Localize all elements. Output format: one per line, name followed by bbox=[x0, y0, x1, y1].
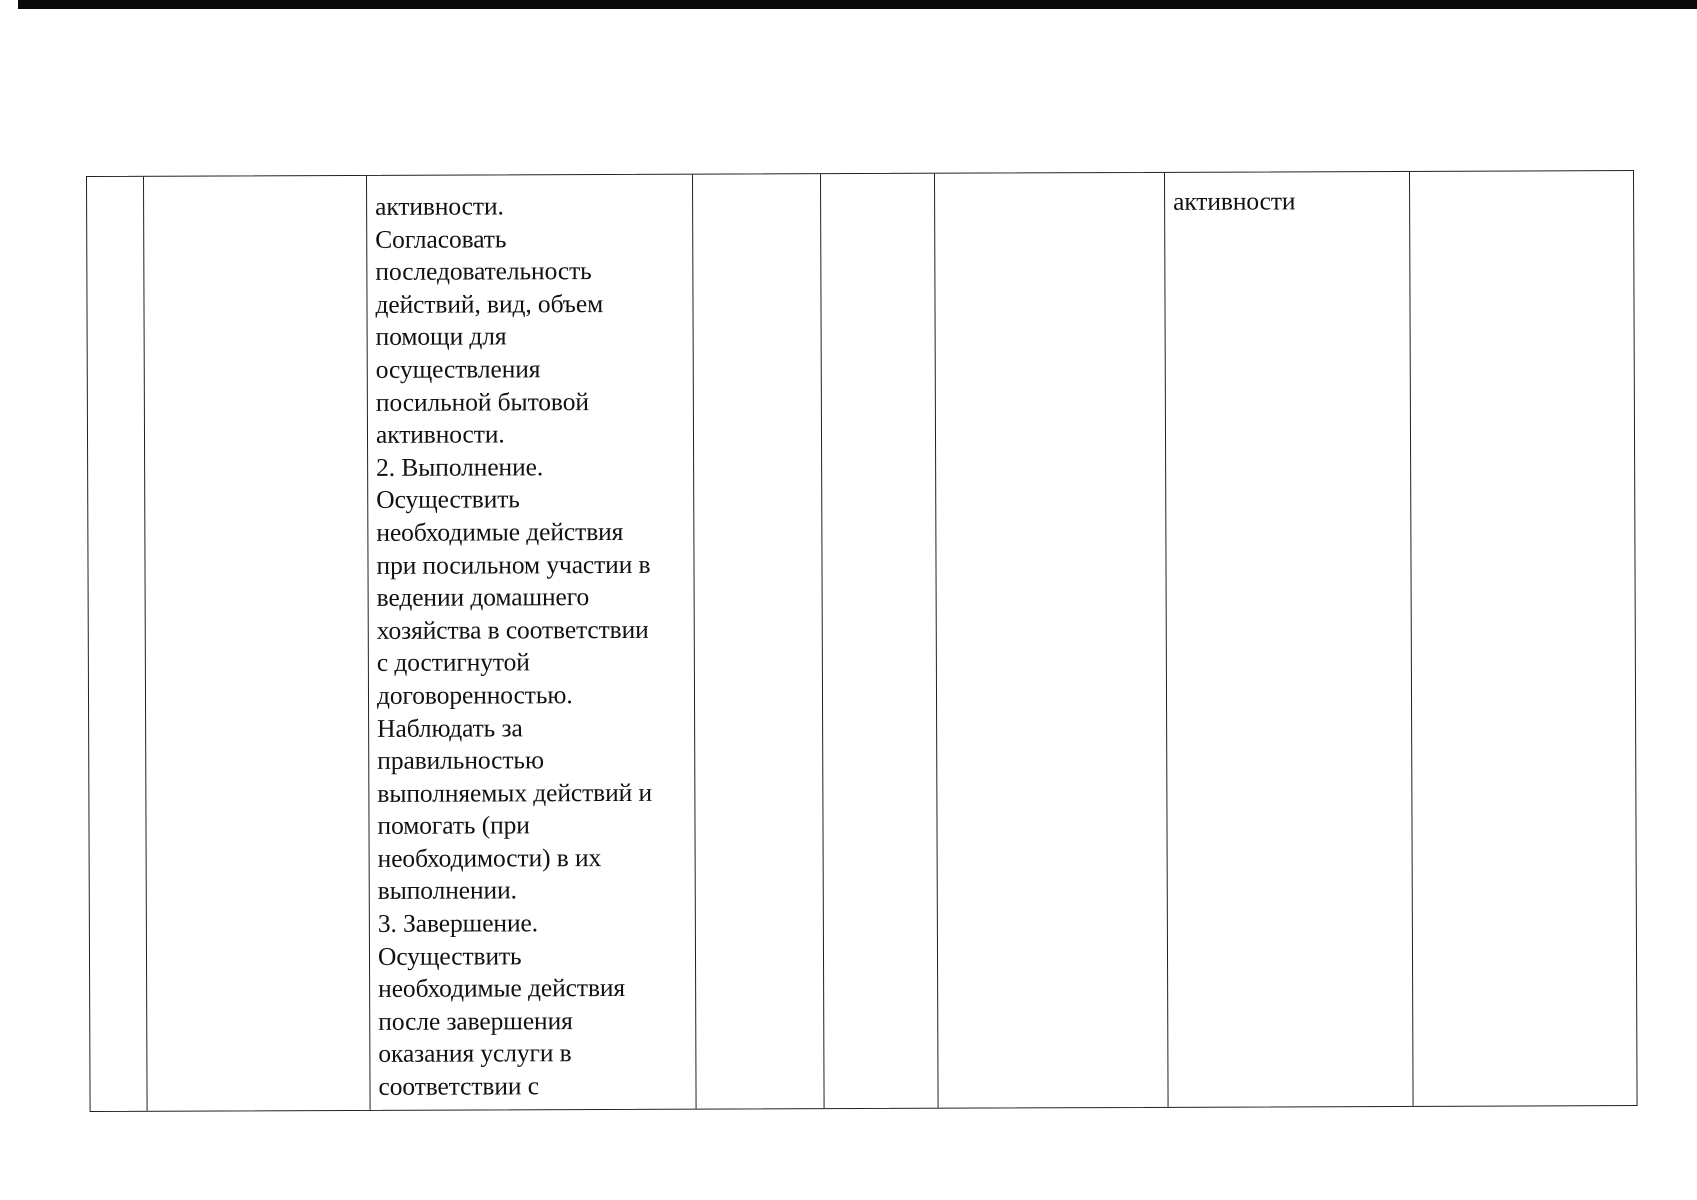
column-divider-4 bbox=[820, 174, 825, 1108]
column-divider-7 bbox=[1409, 172, 1414, 1106]
column-divider-6 bbox=[1164, 173, 1169, 1107]
activity-column-text: активности bbox=[1173, 186, 1296, 216]
service-procedure-text: активности. Согласовать последовательность действий, вид, объем помощи для осуществления посильной бытовой активности. 2. Выполнение. Осуществить необходимые действия при посильном участии в ведении домашнего хозяйства в соответствии с достигнутой договоренностью. Наблюдать за правильностью выполняемых действий и помогать (при необходимости) в их выполнении. 3. Завершение. Осуществить необходимые действия после завершения оказания услуги в соответствии с bbox=[375, 191, 653, 1101]
column-divider-2 bbox=[366, 176, 371, 1110]
scan-top-edge bbox=[18, 0, 1697, 9]
column-divider-1 bbox=[143, 177, 148, 1111]
column-divider-5 bbox=[934, 174, 939, 1108]
document-table bbox=[86, 170, 1638, 1112]
